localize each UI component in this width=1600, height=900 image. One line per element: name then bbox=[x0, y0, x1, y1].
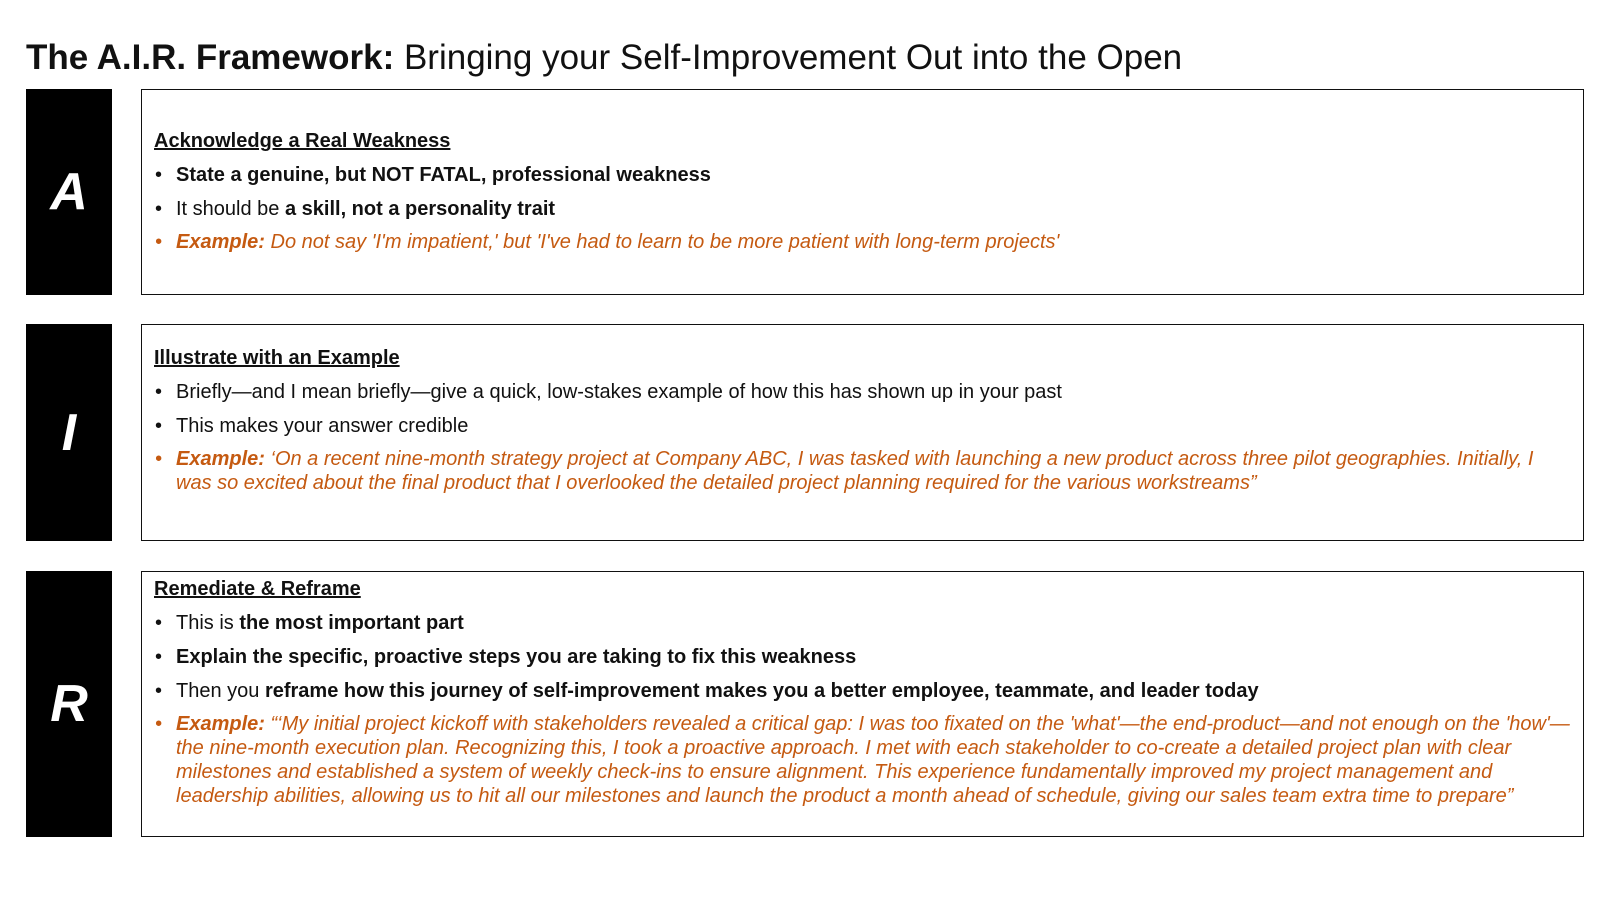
bullet-item bbox=[154, 162, 1571, 188]
bullet-bold: the most important part bbox=[239, 612, 464, 634]
bullet-text: This makes your answer credible bbox=[176, 415, 469, 437]
bullet-bold: a skill, not a personality trait bbox=[284, 198, 556, 220]
example-text: Do not say 'I'm impatient,' but 'I've had to learn to be more patient with long-term projects' bbox=[270, 231, 1060, 253]
section-heading: Remediate & Reframe bbox=[154, 578, 361, 600]
bullet-list bbox=[154, 379, 1571, 495]
bullet-text: It should be bbox=[176, 198, 285, 220]
bullet-bold: State a genuine, but NOT FATAL, professional weakness bbox=[176, 164, 711, 186]
section-heading: Acknowledge a Real Weakness bbox=[154, 130, 451, 152]
section-content-i bbox=[141, 324, 1584, 541]
section-acknowledge bbox=[26, 89, 1584, 295]
section-illustrate bbox=[26, 324, 1584, 541]
example-label: Example: bbox=[176, 713, 265, 735]
example-text: “‘My initial project kickoff with stakeholders revealed a critical gap: I was too fixated on the 'what'—the end-product—and not enough on the 'how'—the nine-month execution plan. Recognizing this, I took a proactive approach. I met with each stakeholder to co-create a detailed project plan with clear milestones and established a system of weekly check-ins to ensure alignment. This experience fundamentally improved my project management and leadership abilities, allowing us to hit all our milestones and launch the product a month ahead of schedule, giving our sales team extra time to prepare” bbox=[176, 713, 1570, 807]
example-item bbox=[154, 447, 1571, 495]
bullet-item bbox=[154, 644, 1571, 670]
example-item bbox=[154, 712, 1571, 808]
section-letter-r: R bbox=[26, 571, 112, 837]
bullet-list bbox=[154, 610, 1571, 808]
bullet-bold: Explain the specific, proactive steps you are taking to fix this weakness bbox=[176, 646, 857, 668]
section-letter-a: A bbox=[26, 89, 112, 295]
section-letter-i: I bbox=[26, 324, 112, 541]
bullet-text: Then you bbox=[176, 680, 265, 702]
section-content-a bbox=[141, 89, 1584, 295]
bullet-item bbox=[154, 196, 1571, 222]
bullet-bold: reframe how this journey of self-improvement makes you a better employee, teammate, and leader today bbox=[264, 680, 1259, 702]
section-heading: Illustrate with an Example bbox=[154, 347, 400, 369]
bullet-item bbox=[154, 610, 1571, 636]
bullet-text: This is bbox=[176, 612, 240, 634]
example-label: Example: bbox=[176, 231, 265, 253]
title-rest: Bringing your Self-Improvement Out into the Open bbox=[403, 38, 1183, 77]
bullet-item bbox=[154, 413, 1571, 439]
example-item bbox=[154, 230, 1571, 254]
page-title bbox=[26, 36, 1182, 80]
title-bold: The A.I.R. Framework: bbox=[26, 38, 395, 77]
bullet-item bbox=[154, 379, 1571, 405]
section-content-r bbox=[141, 571, 1584, 837]
example-label: Example: bbox=[176, 448, 265, 470]
bullet-list bbox=[154, 162, 1571, 254]
section-remediate bbox=[26, 571, 1584, 837]
bullet-item bbox=[154, 678, 1571, 704]
example-text: ‘On a recent nine-month strategy project at Company ABC, I was tasked with launching a new product across three pilot geographies. Initially, I was so excited about the final product that I overlooked the detailed project planning required for the various workstreams” bbox=[176, 448, 1534, 494]
bullet-text: Briefly—and I mean briefly—give a quick, low-stakes example of how this has shown up in your past bbox=[176, 381, 1062, 403]
